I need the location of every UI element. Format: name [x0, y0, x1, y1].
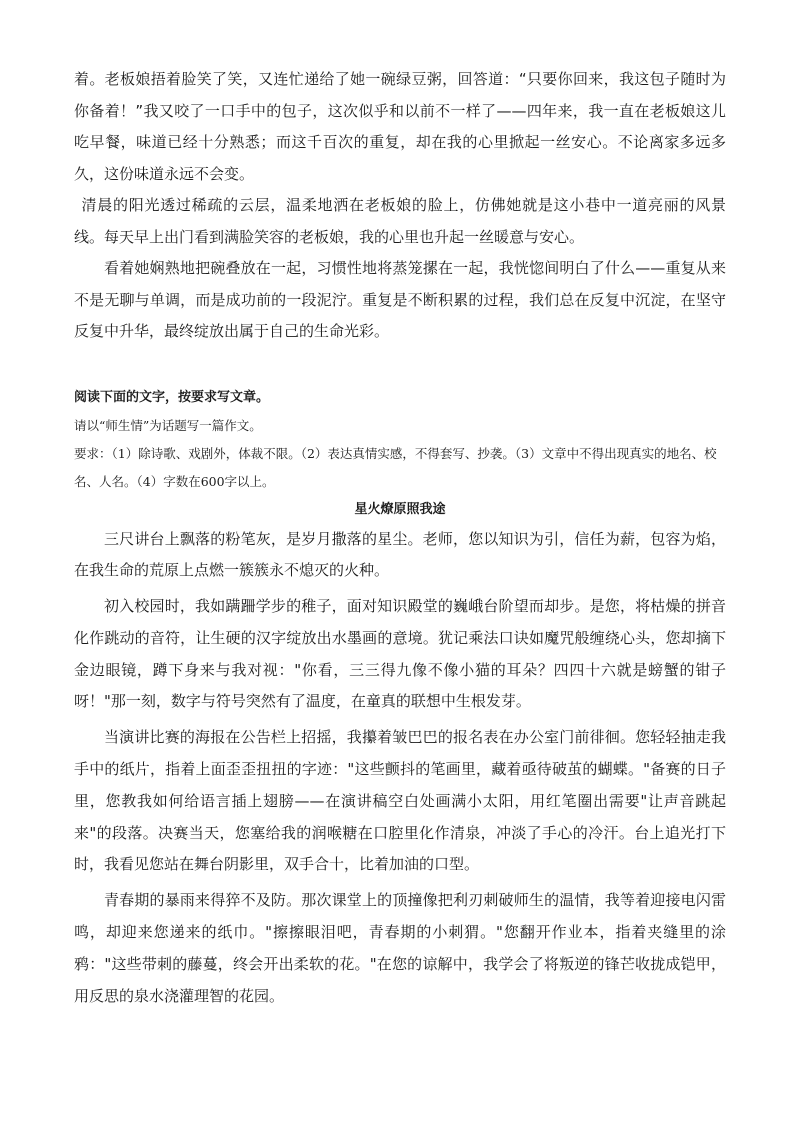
essay-paragraph: 当演讲比赛的海报在公告栏上招摇，我攥着皱巴巴的报名表在办公室门前徘徊。您轻轻抽走我手中的纸片，指着上面歪歪扭扭的字迹："这些颤抖的笔画里，藏着亟待破茧的蝴蝶。"备赛的日子里，您教我如何给语言插上翅膀——在演讲稿空白处画满小太阳，用红笔圈出需要"让声音跳起来"的段落。决赛当天，您塞给我的润喉糖在口腔里化作清泉，冲淡了手心的冷汗。台上追光打下时，我看见您站在舞台阴影里，双手合十，比着加油的口型。: [74, 728, 726, 874]
essay-paragraph: 三尺讲台上飘落的粉笔灰，是岁月撒落的星尘。老师，您以知识为引，信任为薪，包容为焰，在我生命的荒原上点燃一簇簇永不熄灭的火种。: [74, 529, 726, 580]
section-spacer: [74, 348, 726, 384]
story-paragraph-3: 看着她娴熟地把碗叠放在一起，习惯性地将蒸笼摞在一起，我恍惚间明白了什么——重复从来不是无聊与单调，而是成功前的一段泥泞。重复是不断积累的过程，我们总在反复中沉淀，在坚守反复中升华，最终绽放出属于自己的生命光彩。: [74, 259, 726, 340]
essay-title: 星火燎原照我途: [354, 501, 446, 517]
document-page: [74, 64, 726, 1012]
story-paragraph-2: 清晨的阳光透过稀疏的云层，温柔地洒在老板娘的脸上，仿佛她就是这小巷中一道亮丽的风景线。每天早上出门看到满脸笑容的老板娘，我的心里也升起一丝暖意与安心。: [74, 196, 726, 246]
essay-body: [74, 524, 726, 1013]
task-heading: 阅读下面的文字，按要求写文章。: [74, 389, 270, 405]
essay-paragraph: 初入校园时，我如蹒跚学步的稚子，面对知识殿堂的巍峨台阶望而却步。是您，将枯燥的拼音化作跳动的音符，让生硬的汉字绽放出水墨画的意境。犹记乘法口诀如魔咒般缠绕心头，您却摘下金边眼镜，蹲下身来与我对视："你看，三三得九像不像小猫的耳朵？四四十六就是螃蟹的钳子呀！"那一刻，数字与符号突然有了温度，在童真的联想中生根发芽。: [74, 597, 726, 711]
essay-paragraph: 青春期的暴雨来得猝不及防。那次课堂上的顶撞像把利刃刺破师生的温情，我等着迎接电闪雷鸣，却迎来您递来的纸巾。"擦擦眼泪吧，青春期的小刺猬。"您翻开作业本，指着夹缝里的涂鸦："这些带刺的藤蔓，终会开出柔软的花。"在您的谅解中，我学会了将叛逆的锋芒收拢成铠甲，用反思的泉水浇灌理智的花园。: [74, 891, 726, 1005]
task-requirements: 要求：（1）除诗歌、戏剧外，体裁不限。（2）表达真情实感，不得套写、抄袭。（3）文章中不得出现真实的地名、校名、人名。（4）字数在600字以上。: [74, 445, 717, 489]
story-paragraph-1: 着。老板娘捂着脸笑了笑，又连忙递给了她一碗绿豆粥，回答道：“只要你回来，我这包子随时为你备着！”我又咬了一口手中的包子，这次似乎和以前不一样了——四年来，我一直在老板娘这儿吃早餐，味道已经十分熟悉；而这千百次的重复，却在我的心里掀起一丝安心。不论离家多远多久，这份味道永远不会变。: [74, 70, 726, 183]
task-prompt: 请以“师生情”为话题写一篇作文。: [74, 417, 262, 433]
